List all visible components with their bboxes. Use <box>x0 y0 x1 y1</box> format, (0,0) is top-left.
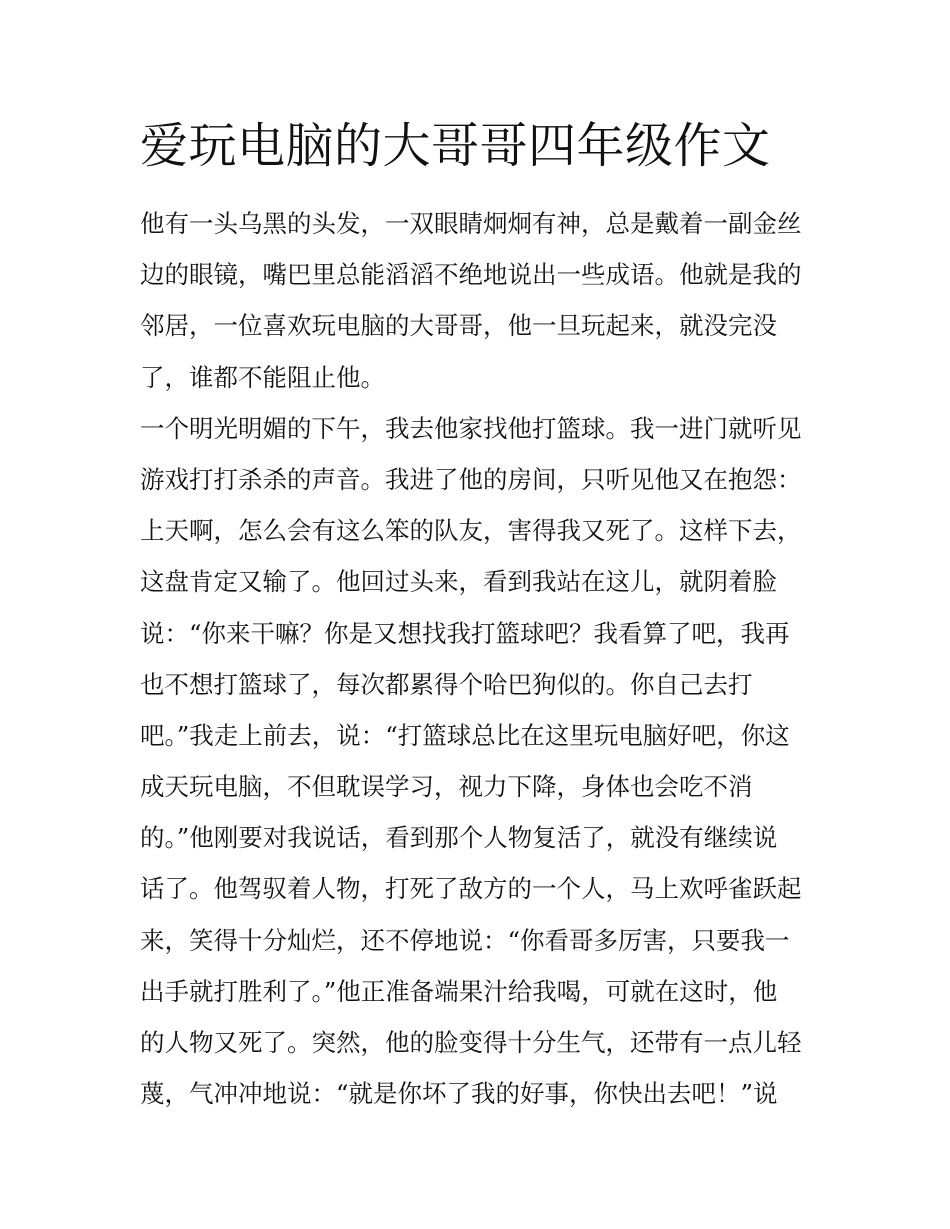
text-line: 说：“你来干嘛？你是又想找我打篮球吧？我看算了吧，我再 <box>140 618 790 648</box>
text-line: 的。”他刚要对我说话，看到那个人物复活了，就没有继续说 <box>140 823 778 853</box>
text-line: 他有一头乌黑的头发，一双眼睛炯炯有神，总是戴着一副金丝 <box>140 209 802 238</box>
text-line: 出手就打胜利了。”他正准备端果汁给我喝，可就在这时，他 <box>140 976 778 1006</box>
text-line: 吧。”我走上前去，说：“打篮球总比在这里玩电脑好吧，你这 <box>140 720 790 750</box>
text-line: 蔑，气冲冲地说：“就是你坏了我的好事，你快出去吧！”说 <box>140 1079 778 1109</box>
text-line: 这盘肯定又输了。他回过头来，看到我站在这儿，就阴着脸 <box>140 567 777 597</box>
text-line: 成天玩电脑，不但耽误学习，视力下降，身体也会吃不消 <box>140 772 753 802</box>
text-line: 的人物又死了。突然，他的脸变得十分生气，还带有一点儿轻 <box>140 1028 802 1057</box>
text-line: 边的眼镜，嘴巴里总能滔滔不绝地说出一些成语。他就是我的 <box>140 260 802 290</box>
document-title: 爱玩电脑的大哥哥四年级作文 <box>140 118 771 174</box>
text-line: 来，笑得十分灿烂，还不停地说：“你看哥多厉害，只要我一 <box>140 925 790 955</box>
text-line: 一个明光明媚的下午，我去他家找他打篮球。我一进门就听见 <box>140 413 802 443</box>
text-line: 话了。他驾驭着人物，打死了敌方的一个人，马上欢呼雀跃起 <box>140 874 802 904</box>
text-line: 上天啊，怎么会有这么笨的队友，害得我又死了。这样下去， <box>140 516 802 546</box>
text-line: 游戏打打杀杀的声音。我进了他的房间，只听见他又在抱怨： <box>140 464 802 494</box>
document-body <box>140 198 820 1119</box>
text-line: 也不想打篮球了，每次都累得个哈巴狗似的。你自己去打 <box>140 669 753 699</box>
text-line: 邻居，一位喜欢玩电脑的大哥哥，他一旦玩起来，就没完没 <box>140 311 777 341</box>
text-line: 了，谁都不能阻止他。 <box>140 362 385 392</box>
